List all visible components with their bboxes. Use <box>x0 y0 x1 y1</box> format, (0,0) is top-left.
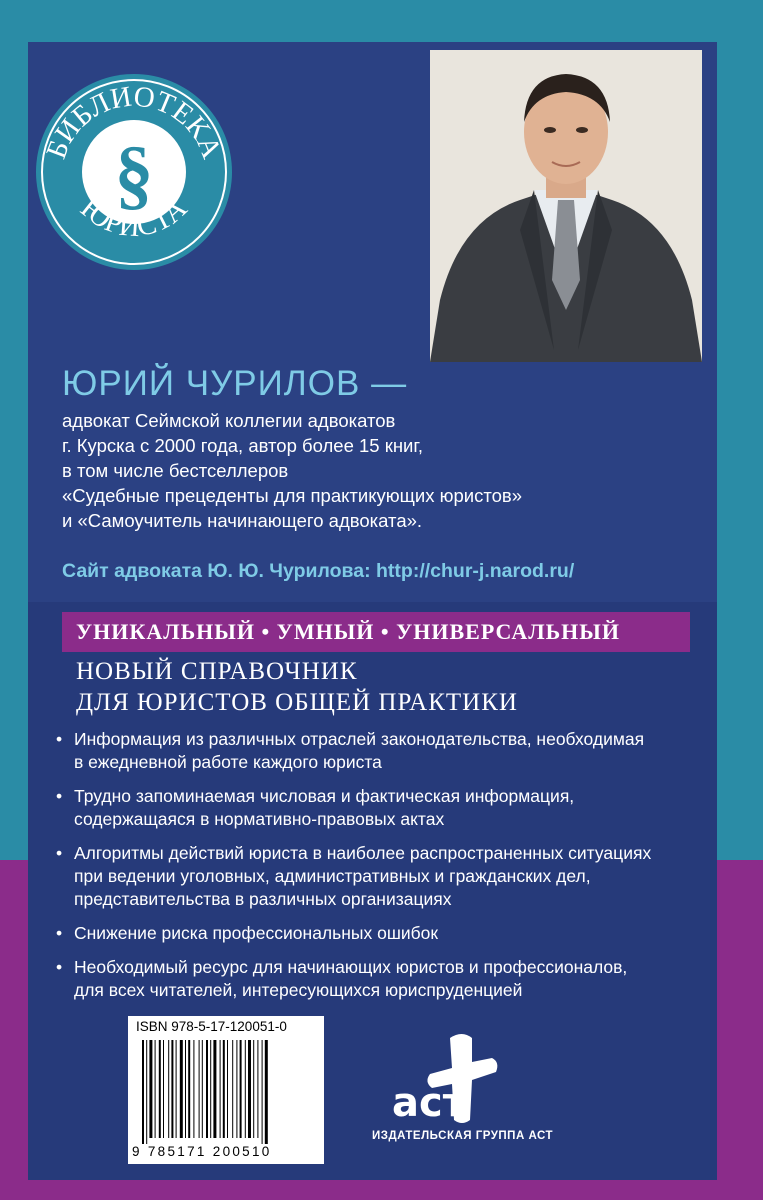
isbn-number: ISBN 978-5-17-120051-0 <box>136 1019 287 1034</box>
library-seal-logo <box>36 74 232 270</box>
section-sign-icon: § <box>114 130 154 217</box>
bio-line: в том числе бестселлеров <box>62 460 289 481</box>
bio-line: адвокат Сеймской коллегии адвокатов <box>62 410 396 431</box>
book-headline <box>76 656 518 718</box>
publisher-name: ИЗДАТЕЛЬСКАЯ ГРУППА АСТ <box>372 1130 554 1142</box>
list-item: • Алгоритмы действий юриста в наиболее распространенных ситуациях при ведении уголовных, административных и гражданских дел, представительства в различных организациях <box>52 842 702 911</box>
author-website: Сайт адвоката Ю. Ю. Чурилова: http://chur-j.narod.ru/ <box>62 560 575 582</box>
isbn-barcode <box>128 1016 324 1164</box>
bio-line: г. Курска с 2000 года, автор более 15 книг, <box>62 435 424 456</box>
list-item: • Необходимый ресурс для начинающих юристов и профессионалов, для всех читателей, интересующихся юриспруденцией <box>52 956 702 1002</box>
author-name: ЮРИЙ ЧУРИЛОВ — <box>62 364 408 403</box>
barcode-digits: 9 785171 200510 <box>132 1144 272 1159</box>
bio-line: «Судебные прецеденты для практикующих юристов» <box>62 485 523 506</box>
slogan-banner: УНИКАЛЬНЫЙ • УМНЫЙ • УНИВЕРСАЛЬНЫЙ <box>62 612 690 652</box>
publisher-logo-text: аст <box>392 1080 466 1126</box>
bio-line: и «Самоучитель начинающего адвоката». <box>62 510 423 531</box>
list-item: • Информация из различных отраслей законодательства, необходимая в ежедневной работе каждого юриста <box>52 728 702 774</box>
list-item: • Снижение риска профессиональных ошибок <box>52 922 702 945</box>
author-bio <box>62 408 702 533</box>
headline-line: НОВЫЙ СПРАВОЧНИК <box>76 658 358 685</box>
barcode-bars <box>128 1016 324 1164</box>
author-photo <box>430 50 702 362</box>
seal-bottom-text: ЮРИСТА <box>74 191 194 244</box>
publisher-logo <box>392 1028 502 1133</box>
headline-line: ДЛЯ ЮРИСТОВ ОБЩЕЙ ПРАКТИКИ <box>76 689 518 716</box>
list-item: • Трудно запоминаемая числовая и фактическая информация, содержащаяся в нормативно-правовых актах <box>52 785 702 831</box>
feature-list <box>52 728 702 1013</box>
seal-top-text: БИБЛИОТЕКА <box>40 80 228 164</box>
